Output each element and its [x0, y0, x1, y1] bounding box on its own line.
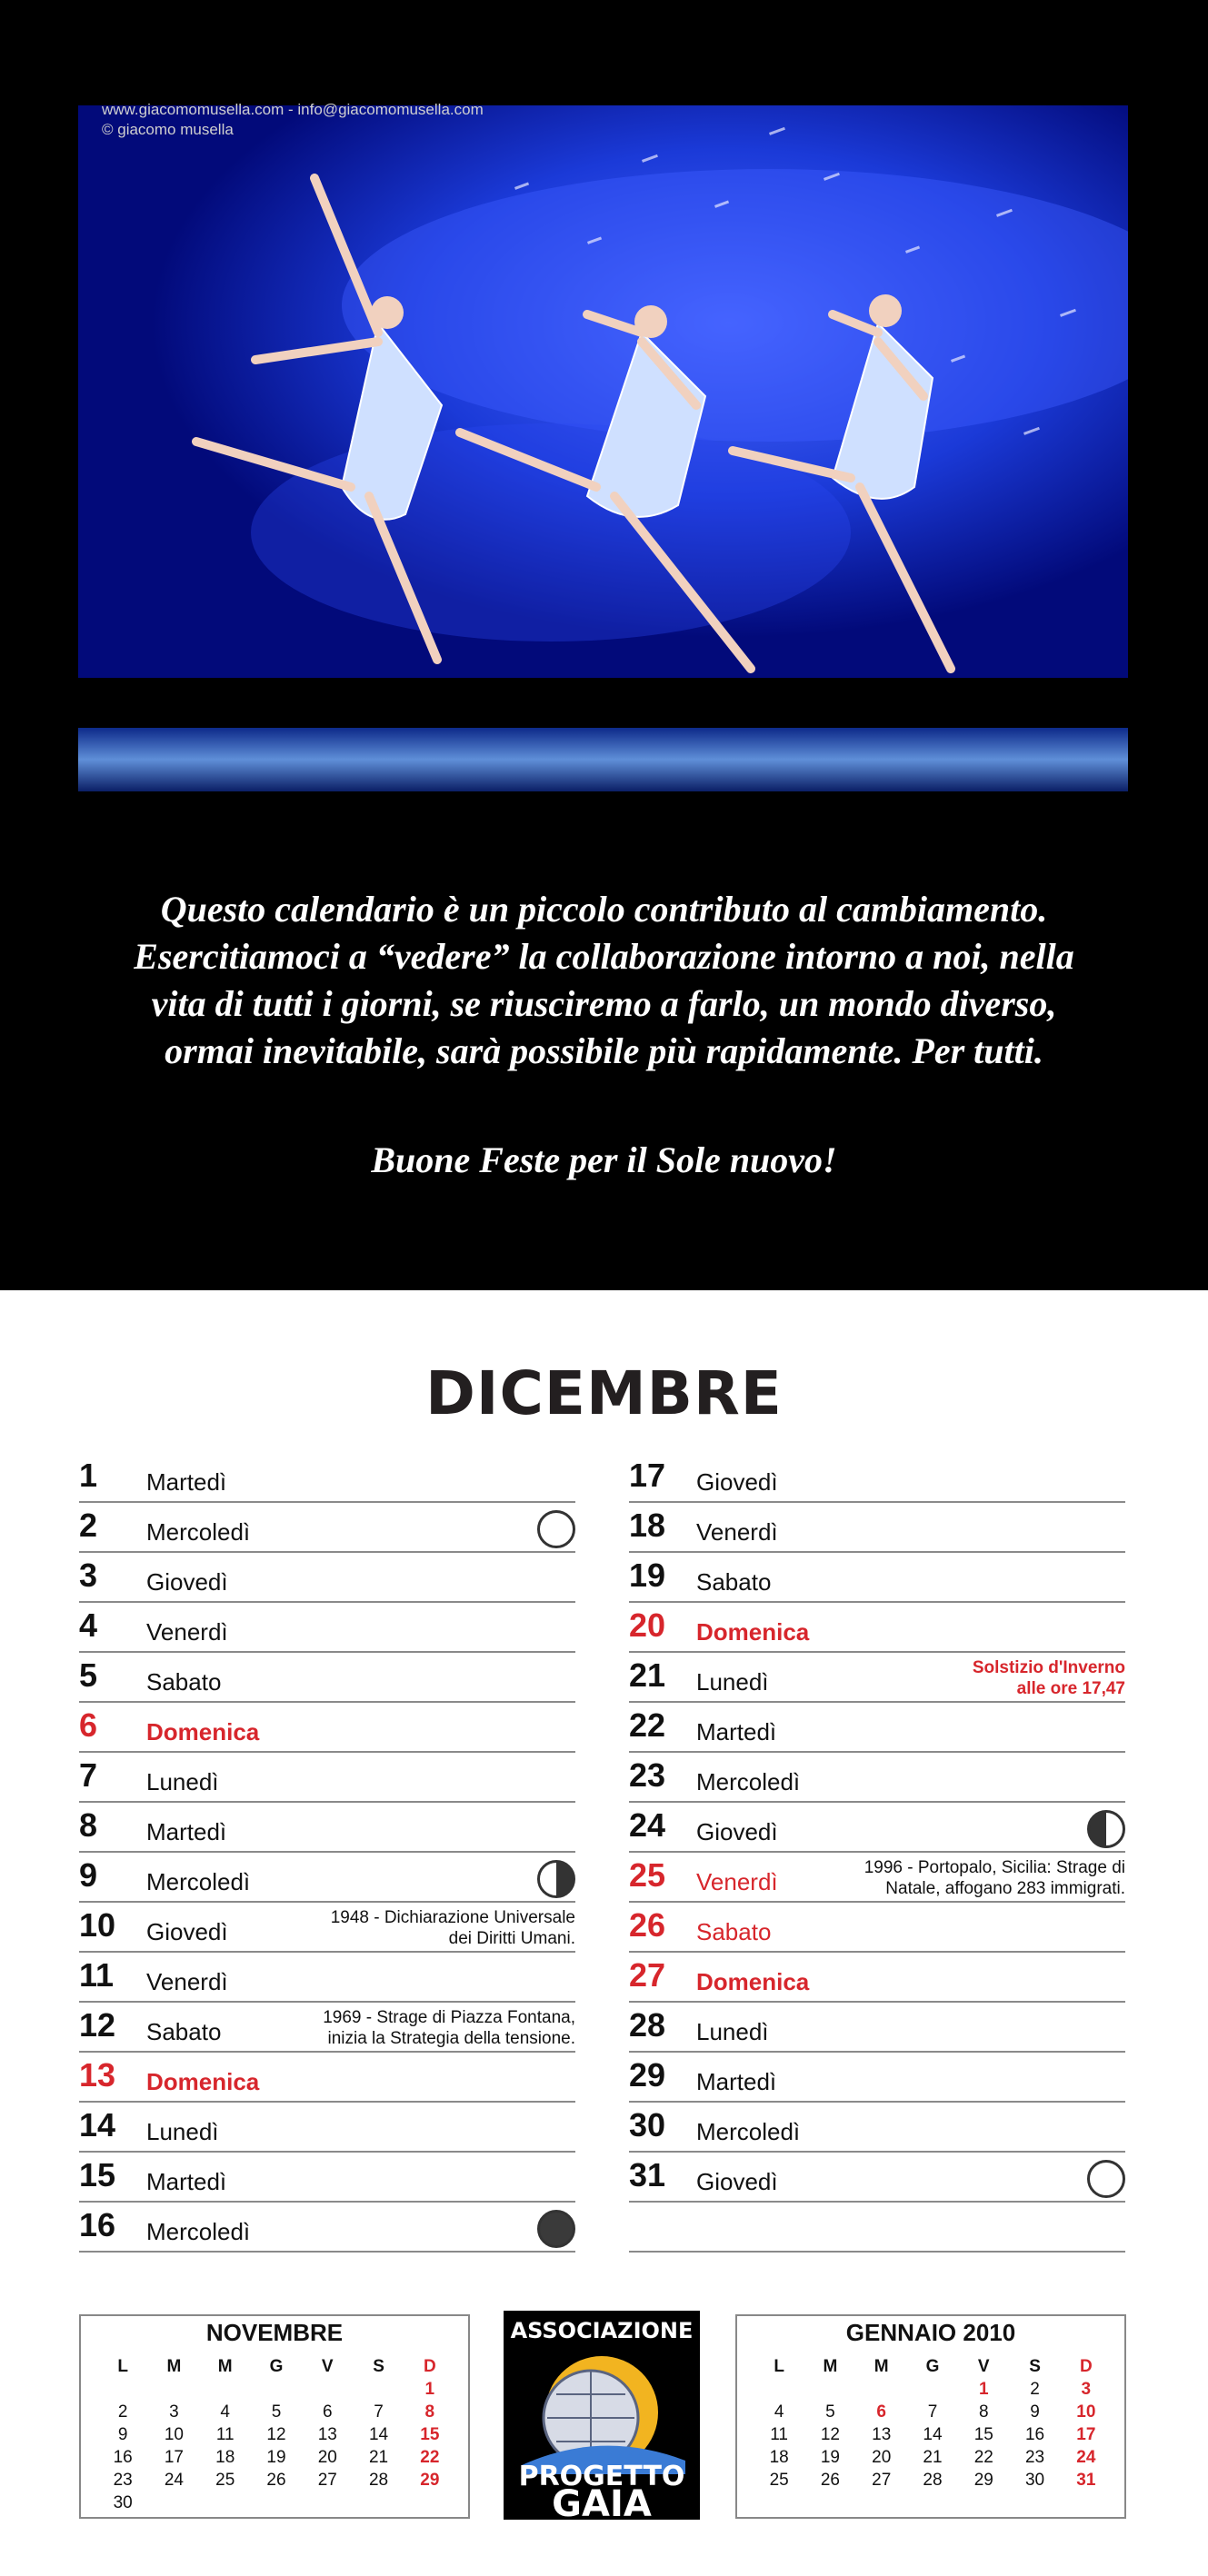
weekday-label: Lunedì — [146, 2118, 219, 2145]
weekday-label: Martedì — [146, 2168, 227, 2195]
mini-calendar-day: 12 — [266, 2425, 286, 2444]
mini-calendar-weekday: G — [925, 2357, 940, 2376]
day-row — [629, 1503, 1125, 1553]
day-number: 11 — [79, 1956, 115, 1994]
mini-calendar-day — [97, 2380, 148, 2402]
day-number: 15 — [79, 2156, 116, 2193]
weekday-label: Giovedì — [696, 2168, 778, 2195]
mini-calendar-day: 19 — [266, 2448, 286, 2467]
mini-calendar-day — [353, 2380, 404, 2402]
day-number: 28 — [629, 2006, 666, 2044]
day-number: 25 — [629, 1856, 666, 1894]
day-note-line: dei Diritti Umani. — [448, 1929, 575, 1948]
day-number: 3 — [79, 1557, 98, 1594]
month-title: DICEMBRE — [425, 1358, 783, 1428]
mini-calendar-week — [97, 2380, 455, 2402]
day-row — [79, 2203, 575, 2253]
mini-calendar-weekday: M — [166, 2357, 182, 2376]
mini-calendar-day: 6 — [876, 2402, 886, 2422]
mini-calendar-day: 11 — [215, 2425, 235, 2444]
mini-calendar-day: 9 — [117, 2425, 128, 2444]
mini-calendar-day: 24 — [164, 2471, 184, 2490]
mini-calendar-day: 4 — [220, 2402, 230, 2422]
mini-calendar-week — [97, 2471, 455, 2493]
mini-calendar-header-row — [754, 2357, 1112, 2380]
day-number: 19 — [629, 1557, 666, 1594]
day-row — [629, 1603, 1125, 1653]
mini-calendar-day: 17 — [164, 2448, 184, 2467]
weekday-label: Domenica — [696, 1968, 810, 1995]
mini-calendar-weekday: M — [823, 2357, 838, 2376]
mini-calendar-day: 22 — [973, 2448, 993, 2467]
weekday-label: Sabato — [146, 2018, 222, 2045]
weekday-label: Lunedì — [696, 2018, 769, 2045]
day-number: 23 — [629, 1756, 666, 1794]
day-number: 29 — [629, 2056, 666, 2094]
day-note-line: inizia la Strategia della tensione. — [327, 2029, 575, 2048]
mini-calendar-day: 15 — [973, 2425, 993, 2444]
day-number: 4 — [79, 1606, 98, 1644]
mini-calendar-day: 29 — [973, 2471, 993, 2490]
weekday-label: Martedì — [146, 1468, 227, 1496]
day-row — [79, 2053, 575, 2103]
mini-calendar-day — [754, 2380, 804, 2402]
day-number: 20 — [629, 1606, 666, 1644]
day-number: 17 — [629, 1457, 666, 1494]
day-note-line: alle ore 17,47 — [1016, 1679, 1125, 1698]
day-row — [629, 2153, 1125, 2203]
weekday-label: Sabato — [146, 1668, 222, 1696]
mini-calendar-day: 26 — [266, 2471, 286, 2490]
mini-calendar-day: 3 — [1081, 2380, 1092, 2399]
mini-calendar-day — [251, 2493, 302, 2516]
weekday-label: Mercoledì — [696, 1768, 801, 1795]
mini-calendar-weekday: L — [774, 2357, 784, 2376]
day-row — [79, 1453, 575, 1503]
mini-calendar-title: GENNAIO 2010 — [845, 2319, 1016, 2346]
day-number: 24 — [629, 1806, 666, 1844]
mini-calendar-week — [97, 2402, 455, 2425]
mini-calendar-day: 30 — [113, 2493, 133, 2512]
weekday-label: Giovedì — [146, 1568, 228, 1596]
mini-calendar-day: 1 — [978, 2380, 989, 2399]
day-number: 22 — [629, 1706, 666, 1744]
mini-calendar-day: 7 — [374, 2402, 384, 2422]
mini-calendar-day: 3 — [169, 2402, 179, 2422]
day-note-line: Natale, affogano 283 immigrati. — [885, 1879, 1125, 1898]
mini-calendar-day: 10 — [1076, 2402, 1096, 2422]
mini-calendar-header-row — [97, 2357, 455, 2380]
weekday-label: Mercoledì — [146, 2218, 251, 2245]
mini-calendar-november — [79, 2314, 470, 2519]
mini-calendar-day: 21 — [923, 2448, 943, 2467]
mini-calendar-day: 29 — [420, 2471, 440, 2490]
day-number: 31 — [629, 2156, 666, 2193]
day-number: 7 — [79, 1756, 98, 1794]
holiday-greeting: Buone Feste per il Sole nuovo! — [371, 1139, 837, 1180]
mini-calendar-day: 8 — [978, 2402, 989, 2422]
mini-calendar-day: 14 — [923, 2425, 943, 2444]
day-number: 5 — [79, 1656, 98, 1694]
day-row — [629, 1953, 1125, 2003]
day-row — [79, 1753, 575, 1803]
weekday-label: Giovedì — [146, 1918, 228, 1945]
weekday-label: Sabato — [696, 1568, 772, 1596]
day-row — [79, 1503, 575, 1553]
weekday-label: Domenica — [696, 1618, 810, 1646]
weekday-label: Mercoledì — [146, 1868, 251, 1895]
mini-calendar-day — [856, 2380, 907, 2402]
day-row — [629, 2053, 1125, 2103]
mini-calendar-day: 24 — [1076, 2448, 1096, 2467]
mini-calendar-day: 6 — [322, 2402, 333, 2422]
mini-calendar-week — [754, 2380, 1112, 2402]
moon-full-icon — [537, 1510, 575, 1548]
mini-calendar-weekday: S — [1029, 2357, 1041, 2376]
day-row — [629, 1853, 1125, 1903]
weekday-label: Venerdì — [146, 1618, 228, 1646]
mini-calendar-day — [404, 2493, 455, 2516]
mini-calendar-day: 14 — [368, 2425, 389, 2444]
day-number: 8 — [79, 1806, 98, 1844]
mini-calendar-day: 20 — [872, 2448, 892, 2467]
mini-calendar-day: 23 — [1024, 2448, 1045, 2467]
mini-calendar-day: 5 — [271, 2402, 282, 2422]
logo-text-mid: PROGETTO — [518, 2461, 685, 2492]
mini-calendar-day: 12 — [820, 2425, 840, 2444]
day-note — [973, 1657, 1125, 1699]
calendar-quote — [55, 886, 1153, 1075]
mini-calendar-grid — [754, 2357, 1112, 2493]
mini-calendar-day: 10 — [164, 2425, 184, 2444]
mini-calendar-day: 1 — [424, 2380, 435, 2399]
mini-calendar-week — [754, 2425, 1112, 2448]
mini-calendar-week — [754, 2471, 1112, 2493]
mini-calendar-day: 18 — [215, 2448, 235, 2467]
mini-calendar-day: 7 — [927, 2402, 938, 2422]
logo-text-top: ASSOCIAZIONE — [510, 2318, 694, 2343]
weekday-label: Giovedì — [696, 1468, 778, 1496]
progetto-gaia-logo — [504, 2311, 700, 2520]
dancers-photo — [78, 105, 1128, 805]
day-row — [629, 2103, 1125, 2153]
day-row — [79, 1953, 575, 2003]
mini-calendar-day — [302, 2493, 353, 2516]
day-row — [79, 1703, 575, 1753]
day-number: 2 — [79, 1507, 98, 1544]
mini-calendar-weekday: D — [423, 2357, 436, 2376]
weekday-label: Mercoledì — [146, 1518, 251, 1546]
mini-calendar-week — [97, 2448, 455, 2471]
mini-calendar-day: 19 — [820, 2448, 840, 2467]
mini-calendar-day — [200, 2493, 251, 2516]
mini-calendar-week — [754, 2448, 1112, 2471]
day-number: 26 — [629, 1906, 666, 1944]
mini-calendar-day: 25 — [215, 2471, 235, 2490]
mini-calendar-weekday: G — [269, 2357, 284, 2376]
logo-graphic — [504, 2311, 700, 2520]
mini-calendar-weekday: S — [373, 2357, 384, 2376]
day-row — [629, 1803, 1125, 1853]
mini-calendar-day: 30 — [1024, 2471, 1045, 2490]
mini-calendar-day: 5 — [825, 2402, 835, 2422]
mini-calendar-day: 21 — [368, 2448, 389, 2467]
photo-credit — [102, 100, 484, 140]
weekday-label: Domenica — [146, 1718, 260, 1746]
mini-calendar-weekday: V — [977, 2357, 990, 2376]
mini-calendar-weekday: M — [874, 2357, 889, 2376]
weekday-label: Martedì — [696, 2068, 777, 2095]
day-number: 18 — [629, 1507, 666, 1544]
day-note-line: 1996 - Portopalo, Sicilia: Strage di — [864, 1858, 1125, 1877]
mini-calendar-day: 28 — [923, 2471, 943, 2490]
day-row — [629, 1453, 1125, 1503]
mini-calendar-day: 8 — [424, 2402, 435, 2422]
days-column-right — [629, 1453, 1125, 2253]
day-note-line: 1948 - Dichiarazione Universale — [330, 1908, 575, 1927]
quote-line: vita di tutti i giorni, se riusciremo a farlo, un mondo diverso, — [151, 983, 1057, 1024]
mini-calendar-day — [251, 2380, 302, 2402]
weekday-label: Giovedì — [696, 1818, 778, 1845]
mini-calendar-weekday: L — [117, 2357, 128, 2376]
weekday-label: Sabato — [696, 1918, 772, 1945]
day-number: 12 — [79, 2006, 116, 2044]
day-number: 1 — [79, 1457, 98, 1494]
empty-day-row — [629, 2203, 1125, 2253]
mini-calendar-day: 17 — [1076, 2425, 1096, 2444]
mini-calendar-day: 25 — [769, 2471, 789, 2490]
mini-calendar-day — [907, 2380, 958, 2402]
mini-calendar-day: 13 — [872, 2425, 892, 2444]
mini-calendar-day: 26 — [820, 2471, 840, 2490]
mini-calendar-day: 27 — [872, 2471, 892, 2490]
day-number: 9 — [79, 1856, 98, 1894]
day-note-line: 1969 - Strage di Piazza Fontana, — [323, 2008, 575, 2027]
day-row — [629, 2003, 1125, 2053]
weekday-label: Lunedì — [146, 1768, 219, 1795]
mini-calendar-day: 2 — [1030, 2380, 1040, 2399]
day-number: 21 — [629, 1656, 666, 1694]
day-number: 16 — [79, 2206, 116, 2243]
logo-text-bottom: GAIA — [552, 2483, 652, 2520]
day-note — [331, 1907, 575, 1949]
day-number: 30 — [629, 2106, 666, 2143]
mini-calendar-day: 28 — [368, 2471, 389, 2490]
days-column-left — [79, 1453, 575, 2253]
mini-calendar-day: 4 — [774, 2402, 784, 2422]
mini-calendar-grid — [97, 2357, 455, 2516]
weekday-label: Martedì — [696, 1718, 777, 1746]
day-note-line: Solstizio d'Inverno — [972, 1658, 1125, 1677]
day-row — [79, 1803, 575, 1853]
mini-calendar-day: 16 — [1024, 2425, 1045, 2444]
mini-calendar-weekday: V — [321, 2357, 334, 2376]
day-row — [629, 1903, 1125, 1953]
moon-new-icon — [537, 2210, 575, 2248]
mini-calendar-day — [148, 2380, 199, 2402]
mini-calendar-day — [200, 2380, 251, 2402]
day-row — [629, 1553, 1125, 1603]
mini-calendar-week — [754, 2402, 1112, 2425]
mini-calendar-week — [97, 2493, 455, 2516]
day-number: 14 — [79, 2106, 116, 2143]
mini-calendar-january — [735, 2314, 1126, 2519]
moon-last-quarter-icon — [537, 1860, 575, 1898]
quote-line: ormai inevitabile, sarà possibile più rapidamente. Per tutti. — [165, 1030, 1043, 1071]
day-number: 27 — [629, 1956, 666, 1994]
mini-calendar-day: 13 — [317, 2425, 337, 2444]
mini-calendar-week — [97, 2425, 455, 2448]
mini-calendar-day: 11 — [770, 2425, 788, 2444]
day-row — [79, 1903, 575, 1953]
weekday-label: Venerdì — [146, 1968, 228, 1995]
mini-calendar-day: 2 — [117, 2402, 128, 2422]
day-row — [79, 2103, 575, 2153]
mini-calendar-day: 9 — [1030, 2402, 1040, 2422]
mini-calendar-day: 15 — [420, 2425, 440, 2444]
mini-calendar-day — [353, 2493, 404, 2516]
day-number: 10 — [79, 1906, 116, 1944]
day-row — [79, 1653, 575, 1703]
mini-calendar-day: 16 — [113, 2448, 133, 2467]
mini-calendar-day: 18 — [769, 2448, 789, 2467]
weekday-label: Lunedì — [696, 1668, 769, 1696]
weekday-label: Venerdì — [696, 1868, 778, 1895]
quote-line: Questo calendario è un piccolo contributo al cambiamento. — [160, 889, 1048, 930]
day-row — [79, 2153, 575, 2203]
weekday-label: Mercoledì — [696, 2118, 801, 2145]
moon-full-icon — [1087, 2160, 1125, 2198]
day-number: 6 — [79, 1706, 98, 1744]
mini-calendar-day — [148, 2493, 199, 2516]
mini-calendar-title: NOVEMBRE — [205, 2319, 344, 2346]
day-row — [629, 1653, 1125, 1703]
mini-calendar-day: 20 — [317, 2448, 337, 2467]
weekday-label: Domenica — [146, 2068, 260, 2095]
mini-calendar-day: 31 — [1076, 2471, 1096, 2490]
credit-url: www.giacomomusella.com - info@giacomomusella.com — [102, 101, 484, 118]
day-row — [79, 1603, 575, 1653]
day-row — [79, 2003, 575, 2053]
day-row — [629, 1703, 1125, 1753]
mini-calendar-day — [302, 2380, 353, 2402]
mini-calendar-day: 22 — [420, 2448, 440, 2467]
day-note — [864, 1857, 1125, 1899]
mini-calendar-day: 23 — [113, 2471, 133, 2490]
mini-calendar-day: 27 — [317, 2471, 337, 2490]
mini-calendar-weekday: M — [217, 2357, 233, 2376]
mini-calendar-weekday: D — [1079, 2357, 1093, 2376]
day-row — [629, 1753, 1125, 1803]
credit-author: © giacomo musella — [102, 121, 234, 138]
day-row — [79, 1853, 575, 1903]
moon-first-quarter-icon — [1087, 1810, 1125, 1848]
mini-calendar-day — [804, 2380, 855, 2402]
weekday-label: Martedì — [146, 1818, 227, 1845]
day-number: 13 — [79, 2056, 116, 2094]
day-note — [323, 2007, 575, 2049]
day-row — [79, 1553, 575, 1603]
weekday-label: Venerdì — [696, 1518, 778, 1546]
quote-line: Esercitiamoci a “vedere” la collaborazione intorno a noi, nella — [134, 936, 1074, 977]
